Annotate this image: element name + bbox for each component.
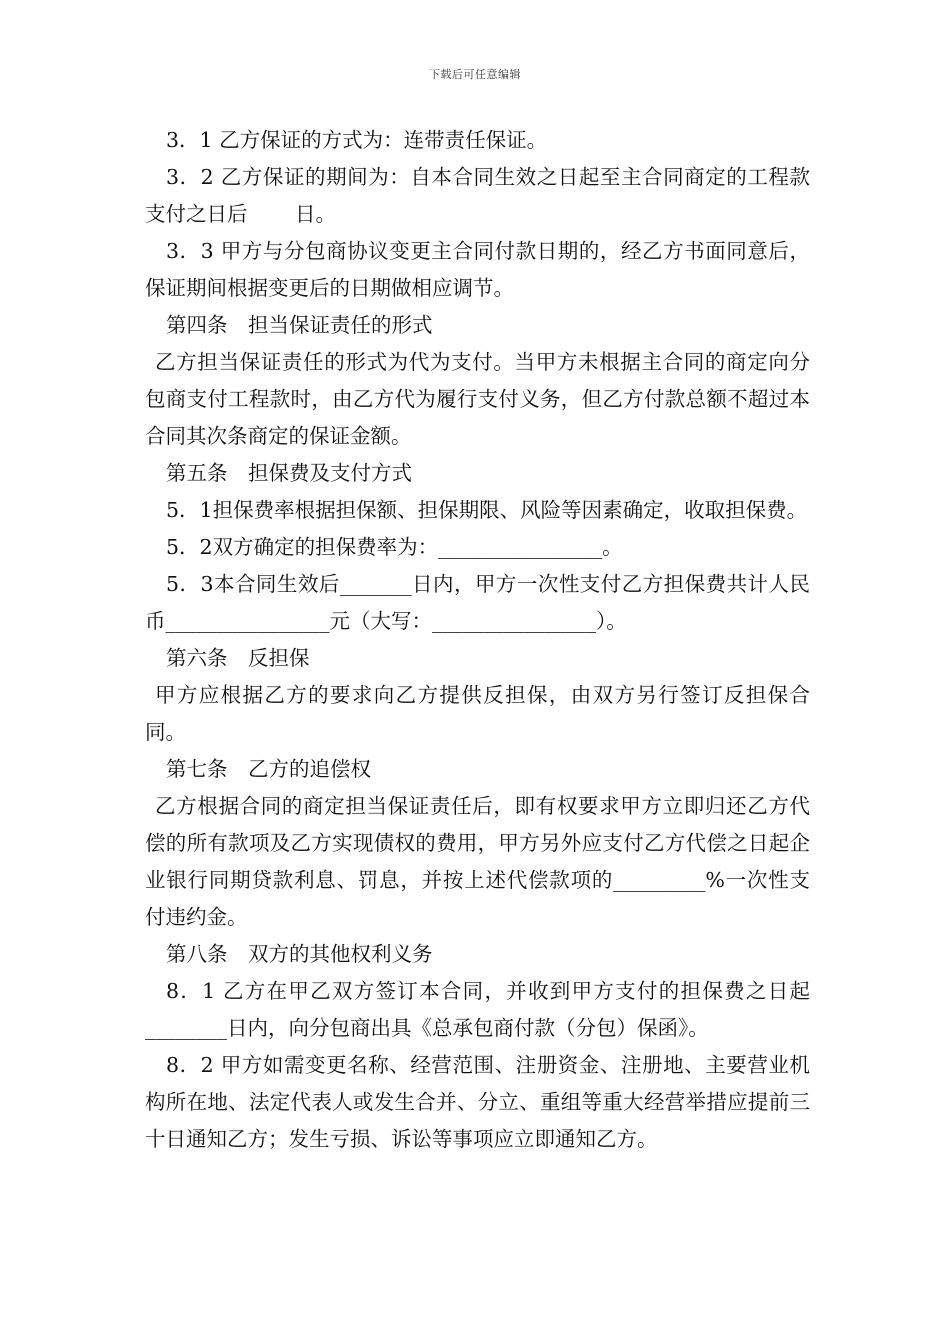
- clause-8-1: 8．1 乙方在甲乙双方签订本合同，并收到甲方支付的担保费之日起________日内，向分包商出具《总承包商付款（分包）保函》。: [145, 979, 810, 1040]
- clause-5-2: 5．2双方确定的担保费率为：________________。: [166, 535, 623, 559]
- article-5-heading: 第五条 担保费及支付方式: [166, 461, 412, 485]
- clause-3-3: 3．3 甲方与分包商协议变更主合同付款日期的，经乙方书面同意后，保证期间根据变更后的日期做相应调节。: [145, 239, 810, 300]
- clause-5-1: 5．1担保费率根据担保额、担保期限、风险等因素确定，收取担保费。: [166, 498, 808, 522]
- clause-5-3: 5．3本合同生效后_______日内，甲方一次性支付乙方担保费共计人民币________________元（大写：________________）。: [145, 572, 810, 633]
- article-6-heading: 第六条 反担保: [166, 646, 310, 670]
- article-7-body: 乙方根据合同的商定担当保证责任后，即有权要求甲方立即归还乙方代偿的所有款项及乙方实现债权的费用，甲方另外应支付乙方代偿之日起企业银行同期贷款利息、罚息，并按上述代偿款项的_________%一次性支付违约金。: [145, 794, 810, 929]
- article-7-heading: 第七条 乙方的追偿权: [166, 757, 371, 781]
- article-4-heading: 第四条 担当保证责任的形式: [166, 313, 433, 337]
- document-body: [145, 122, 810, 1158]
- clause-3-1: 3．1 乙方保证的方式为：连带责任保证。: [166, 128, 548, 152]
- article-4-body: 乙方担当保证责任的形式为代为支付。当甲方未根据主合同的商定向分包商支付工程款时，由乙方代为履行支付义务，但乙方付款总额不超过本合同其次条商定的保证金额。: [145, 350, 810, 448]
- clause-3-2: 3．2 乙方保证的期间为：自本合同生效之日起至主合同商定的工程款支付之日后 日。: [145, 165, 810, 226]
- page-header: 下载后可任意编辑: [429, 68, 521, 81]
- clause-8-2: 8．2 甲方如需变更名称、经营范围、注册资金、注册地、主要营业机构所在地、法定代表人或发生合并、分立、重组等重大经营举措应提前三十日通知乙方；发生亏损、诉讼等事项应立即通知乙方。: [145, 1053, 810, 1151]
- article-6-body: 甲方应根据乙方的要求向乙方提供反担保，由双方另行签订反担保合同。: [145, 683, 810, 744]
- article-8-heading: 第八条 双方的其他权利义务: [166, 942, 433, 966]
